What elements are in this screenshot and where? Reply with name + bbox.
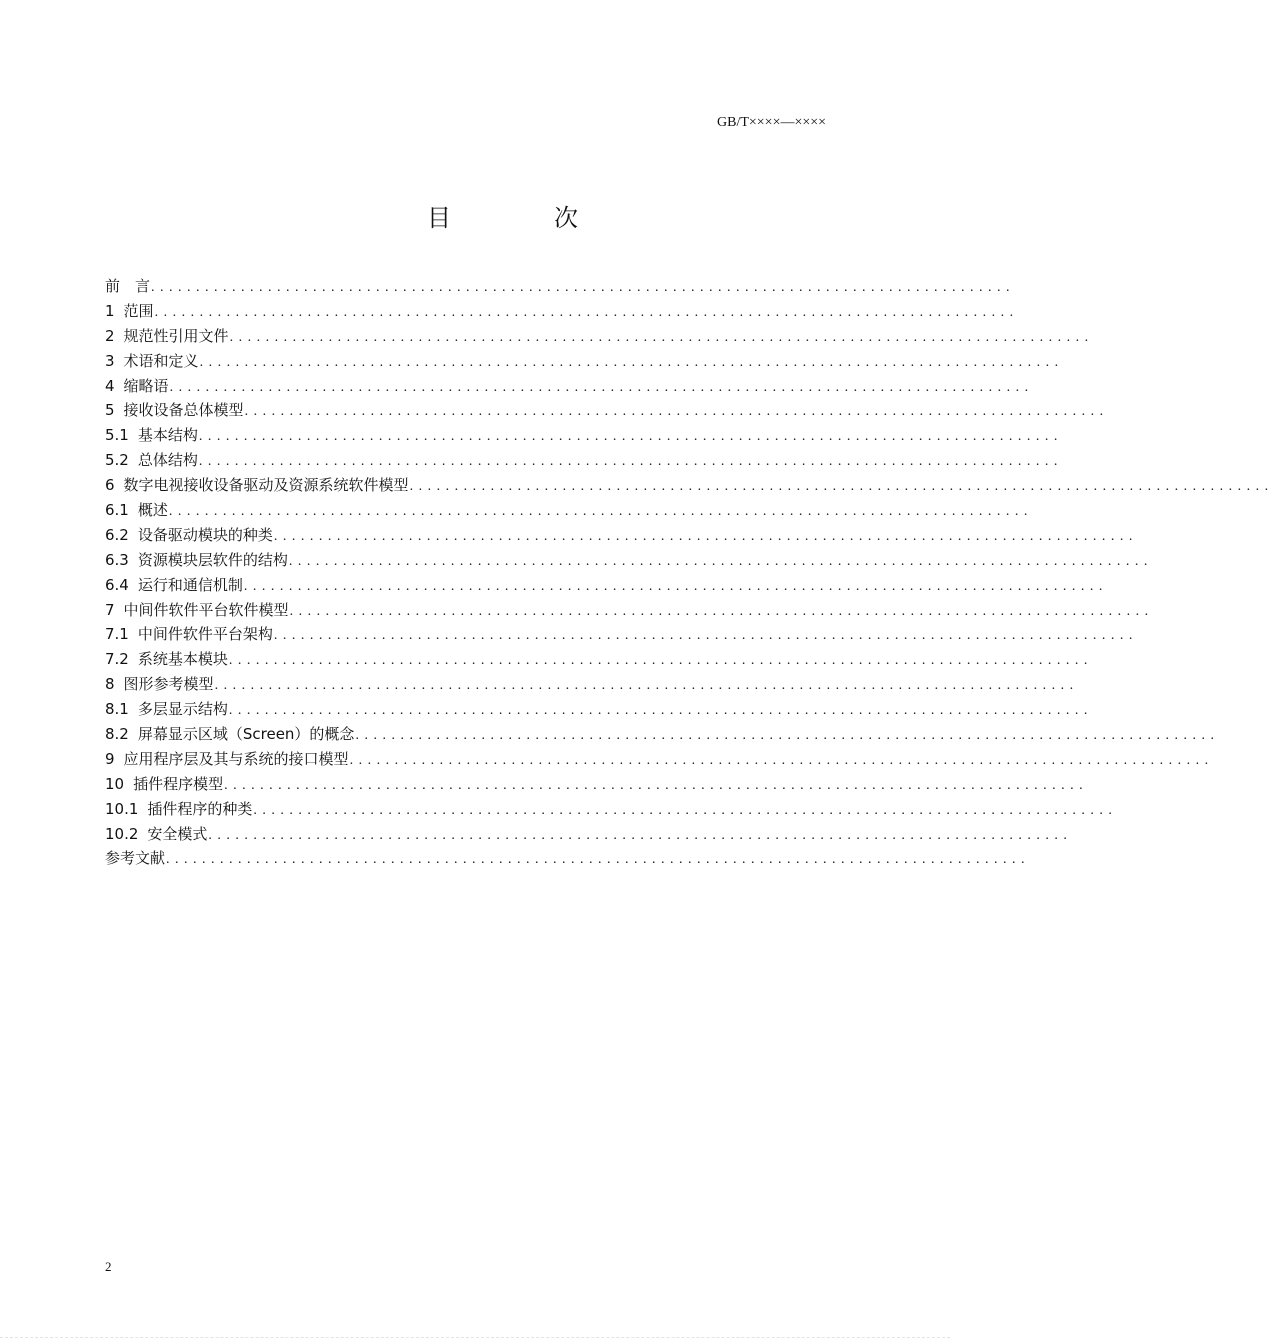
toc-entry-number: 2 bbox=[105, 326, 115, 345]
toc-entry-title: 系统基本模块 bbox=[137, 650, 228, 669]
toc-entry-title: 图形参考模型 bbox=[123, 675, 214, 694]
toc-dot-leader: . . . . . . . . . . . . . . . . . . . . . . . . . . . . . . . . . . . . . . . . . . . . . . . . . . . . . . . . . . . . . . . . . . . . . . . . . . . . . . . . . . . . . . . . . . . . . . . . bbox=[355, 728, 1215, 744]
toc-entry[interactable] bbox=[105, 672, 1075, 697]
toc-entry[interactable] bbox=[105, 448, 1059, 473]
page-number: 2 bbox=[105, 1259, 112, 1274]
toc-entry[interactable] bbox=[105, 647, 1089, 672]
toc-dot-leader: . . . . . . . . . . . . . . . . . . . . . . . . . . . . . . . . . . . . . . . . . . . . . . . . . . . . . . . . . . . . . . . . . . . . . . . . . . . . . . . . . . . . . . . . . . . . . . . . bbox=[273, 528, 1134, 544]
toc-entry-number: 6.3 bbox=[105, 550, 129, 569]
toc-dot-leader: . . . . . . . . . . . . . . . . . . . . . . . . . . . . . . . . . . . . . . . . . . . . . . . . . . . . . . . . . . . . . . . . . . . . . . . . . . . . . . . . . . . . . . . . . . . . . . . . bbox=[199, 354, 1060, 370]
toc-entry[interactable] bbox=[105, 573, 1104, 598]
toc-entry[interactable] bbox=[105, 797, 1113, 822]
toc-entry[interactable] bbox=[105, 548, 1149, 573]
toc-dot-leader: . . . . . . . . . . . . . . . . . . . . . . . . . . . . . . . . . . . . . . . . . . . . . . . . . . . . . . . . . . . . . . . . . . . . . . . . . . . . . . . . . . . . . . . . . . . . . . . . bbox=[208, 827, 1068, 843]
toc-entry-number: 10.1 bbox=[105, 799, 139, 818]
toc-entry-number: 9 bbox=[105, 749, 115, 768]
toc-entry-title: 中间件软件平台软件模型 bbox=[123, 600, 289, 619]
toc-entry-title: 数字电视接收设备驱动及资源系统软件模型 bbox=[123, 476, 409, 495]
toc-dot-leader: . . . . . . . . . . . . . . . . . . . . . . . . . . . . . . . . . . . . . . . . . . . . . . . . . . . . . . . . . . . . . . . . . . . . . . . . . . . . . . . . . . . . . . . . . . . . . . . . bbox=[228, 653, 1089, 669]
toc-entry-number: 7.2 bbox=[105, 650, 129, 669]
toc-entry[interactable] bbox=[105, 473, 1269, 498]
toc-dot-leader: . . . . . . . . . . . . . . . . . . . . . . . . . . . . . . . . . . . . . . . . . . . . . . . . . . . . . . . . . . . . . . . . . . . . . . . . . . . . . . . . . . . . . . . . . . . . . . . . bbox=[289, 603, 1150, 619]
toc-entry[interactable] bbox=[105, 722, 1215, 747]
toc-entry-title: 插件程序的种类 bbox=[147, 799, 253, 818]
toc-entry-number: 7 bbox=[105, 600, 115, 619]
toc-entry[interactable] bbox=[105, 398, 1105, 423]
toc-entry[interactable] bbox=[105, 374, 1030, 399]
toc-dot-leader: . . . . . . . . . . . . . . . . . . . . . . . . . . . . . . . . . . . . . . . . . . . . . . . . . . . . . . . . . . . . . . . . . . . . . . . . . . . . . . . . . . . . . . . . . . . . . . . . bbox=[169, 379, 1030, 395]
toc-title-char: 目 bbox=[427, 204, 451, 232]
toc-entry-number: 4 bbox=[105, 376, 115, 395]
page-edge-divider bbox=[0, 1337, 950, 1339]
toc-entry-number: 6.4 bbox=[105, 575, 129, 594]
toc-entry[interactable] bbox=[105, 822, 1068, 847]
toc-dot-leader: . . . . . . . . . . . . . . . . . . . . . . . . . . . . . . . . . . . . . . . . . . . . . . . . . . . . . . . . . . . . . . . . . . . . . . . . . . . . . . . . . . . . . . . . . . . . . . . . bbox=[409, 479, 1269, 495]
toc-entry[interactable] bbox=[105, 349, 1060, 374]
toc-title bbox=[0, 198, 950, 234]
toc-entry[interactable] bbox=[105, 772, 1084, 797]
standard-code: GB/T××××—×××× bbox=[717, 115, 827, 130]
toc-entry[interactable] bbox=[105, 423, 1059, 448]
toc-entry[interactable] bbox=[105, 498, 1029, 523]
toc-dot-leader: . . . . . . . . . . . . . . . . . . . . . . . . . . . . . . . . . . . . . . . . . . . . . . . . . . . . . . . . . . . . . . . . . . . . . . . . . . . . . . . . . . . . . . . . . . . . . . . . bbox=[168, 504, 1029, 520]
toc-entry-number: 7.1 bbox=[105, 625, 129, 644]
toc-entry-title: 前 言 bbox=[105, 277, 151, 295]
toc-dot-leader: . . . . . . . . . . . . . . . . . . . . . . . . . . . . . . . . . . . . . . . . . . . . . . . . . . . . . . . . . . . . . . . . . . . . . . . . . . . . . . . . . . . . . . . . . . . . . . . . bbox=[224, 777, 1084, 793]
toc-entry-title: 资源模块层软件的结构 bbox=[137, 550, 288, 569]
toc-entry[interactable] bbox=[105, 622, 1134, 647]
toc-entry-title: 设备驱动模块的种类 bbox=[137, 525, 273, 544]
toc-entry-title: 接收设备总体模型 bbox=[123, 401, 244, 420]
toc-entry-title: 中间件软件平台架构 bbox=[137, 625, 273, 644]
toc-entry-title: 屏幕显示区域（Screen）的概念 bbox=[137, 725, 355, 744]
toc-dot-leader: . . . . . . . . . . . . . . . . . . . . . . . . . . . . . . . . . . . . . . . . . . . . . . . . . . . . . . . . . . . . . . . . . . . . . . . . . . . . . . . . . . . . . . . . . . . . . . . . bbox=[349, 752, 1210, 768]
toc-entry[interactable] bbox=[105, 324, 1090, 349]
toc-entry-number: 10 bbox=[105, 774, 125, 793]
toc-entry-title: 范围 bbox=[123, 301, 154, 320]
toc-entry-title: 应用程序层及其与系统的接口模型 bbox=[123, 749, 349, 768]
toc-entry-title: 插件程序模型 bbox=[133, 774, 224, 793]
toc-dot-leader: . . . . . . . . . . . . . . . . . . . . . . . . . . . . . . . . . . . . . . . . . . . . . . . . . . . . . . . . . . . . . . . . . . . . . . . . . . . . . . . . . . . . . . . . . . . . . . . . bbox=[214, 678, 1075, 694]
toc-entry[interactable] bbox=[105, 747, 1210, 772]
toc-entry[interactable] bbox=[105, 299, 1015, 324]
toc-dot-leader: . . . . . . . . . . . . . . . . . . . . . . . . . . . . . . . . . . . . . . . . . . . . . . . . . . . . . . . . . . . . . . . . . . . . . . . . . . . . . . . . . . . . . . . . . . . . . . . . bbox=[253, 802, 1113, 818]
toc-entry[interactable] bbox=[105, 274, 1011, 299]
toc-entry-number: 3 bbox=[105, 351, 115, 370]
toc-title-char: 次 bbox=[554, 204, 578, 232]
toc-entry-number: 5 bbox=[105, 401, 115, 420]
toc-entry-title: 参考文献 bbox=[105, 849, 166, 868]
toc-dot-leader: . . . . . . . . . . . . . . . . . . . . . . . . . . . . . . . . . . . . . . . . . . . . . . . . . . . . . . . . . . . . . . . . . . . . . . . . . . . . . . . . . . . . . . . . . . . . . . . . bbox=[151, 280, 1011, 295]
toc-entry-title: 规范性引用文件 bbox=[123, 326, 229, 345]
toc-entry-title: 运行和通信机制 bbox=[137, 575, 243, 594]
toc-entry-number: 8.1 bbox=[105, 700, 129, 719]
toc-entry[interactable] bbox=[105, 697, 1089, 722]
toc-entry-title: 多层显示结构 bbox=[137, 700, 228, 719]
toc-dot-leader: . . . . . . . . . . . . . . . . . . . . . . . . . . . . . . . . . . . . . . . . . . . . . . . . . . . . . . . . . . . . . . . . . . . . . . . . . . . . . . . . . . . . . . . . . . . . . . . . bbox=[154, 304, 1015, 320]
toc-dot-leader: . . . . . . . . . . . . . . . . . . . . . . . . . . . . . . . . . . . . . . . . . . . . . . . . . . . . . . . . . . . . . . . . . . . . . . . . . . . . . . . . . . . . . . . . . . . . . . . . bbox=[243, 578, 1104, 594]
toc-entry-title: 术语和定义 bbox=[123, 351, 199, 370]
toc-entry-title: 概述 bbox=[137, 501, 168, 520]
toc-entry[interactable] bbox=[105, 523, 1134, 548]
toc-entry-number: 10.2 bbox=[105, 824, 139, 843]
toc-entry-number: 6.2 bbox=[105, 525, 129, 544]
toc-dot-leader: . . . . . . . . . . . . . . . . . . . . . . . . . . . . . . . . . . . . . . . . . . . . . . . . . . . . . . . . . . . . . . . . . . . . . . . . . . . . . . . . . . . . . . . . . . . . . . . . bbox=[288, 553, 1149, 569]
toc-entry-number: 1 bbox=[105, 301, 115, 320]
toc-dot-leader: . . . . . . . . . . . . . . . . . . . . . . . . . . . . . . . . . . . . . . . . . . . . . . . . . . . . . . . . . . . . . . . . . . . . . . . . . . . . . . . . . . . . . . . . . . . . . . . . bbox=[198, 454, 1059, 470]
toc-entry-title: 总体结构 bbox=[137, 451, 198, 470]
toc-entry-title: 基本结构 bbox=[137, 426, 198, 445]
toc-entry-title: 安全模式 bbox=[147, 824, 208, 843]
toc-list bbox=[105, 274, 1269, 871]
toc-dot-leader: . . . . . . . . . . . . . . . . . . . . . . . . . . . . . . . . . . . . . . . . . . . . . . . . . . . . . . . . . . . . . . . . . . . . . . . . . . . . . . . . . . . . . . . . . . . . . . . . bbox=[273, 628, 1134, 644]
toc-dot-leader: . . . . . . . . . . . . . . . . . . . . . . . . . . . . . . . . . . . . . . . . . . . . . . . . . . . . . . . . . . . . . . . . . . . . . . . . . . . . . . . . . . . . . . . . . . . . . . . . bbox=[228, 703, 1089, 719]
toc-entry[interactable] bbox=[105, 846, 1026, 871]
toc-entry-number: 5.1 bbox=[105, 426, 129, 445]
toc-dot-leader: . . . . . . . . . . . . . . . . . . . . . . . . . . . . . . . . . . . . . . . . . . . . . . . . . . . . . . . . . . . . . . . . . . . . . . . . . . . . . . . . . . . . . . . . . . . . . . . . bbox=[229, 329, 1090, 345]
toc-dot-leader: . . . . . . . . . . . . . . . . . . . . . . . . . . . . . . . . . . . . . . . . . . . . . . . . . . . . . . . . . . . . . . . . . . . . . . . . . . . . . . . . . . . . . . . . . . . . . . . . bbox=[166, 852, 1026, 868]
toc-dot-leader: . . . . . . . . . . . . . . . . . . . . . . . . . . . . . . . . . . . . . . . . . . . . . . . . . . . . . . . . . . . . . . . . . . . . . . . . . . . . . . . . . . . . . . . . . . . . . . . . bbox=[198, 429, 1059, 445]
toc-entry-title: 缩略语 bbox=[123, 376, 169, 395]
toc-entry-number: 6 bbox=[105, 476, 115, 495]
toc-entry-number: 5.2 bbox=[105, 451, 129, 470]
toc-entry-number: 8 bbox=[105, 675, 115, 694]
toc-entry-number: 8.2 bbox=[105, 725, 129, 744]
toc-entry[interactable] bbox=[105, 598, 1150, 623]
toc-entry-number: 6.1 bbox=[105, 501, 129, 520]
toc-dot-leader: . . . . . . . . . . . . . . . . . . . . . . . . . . . . . . . . . . . . . . . . . . . . . . . . . . . . . . . . . . . . . . . . . . . . . . . . . . . . . . . . . . . . . . . . . . . . . . . . bbox=[244, 404, 1105, 420]
